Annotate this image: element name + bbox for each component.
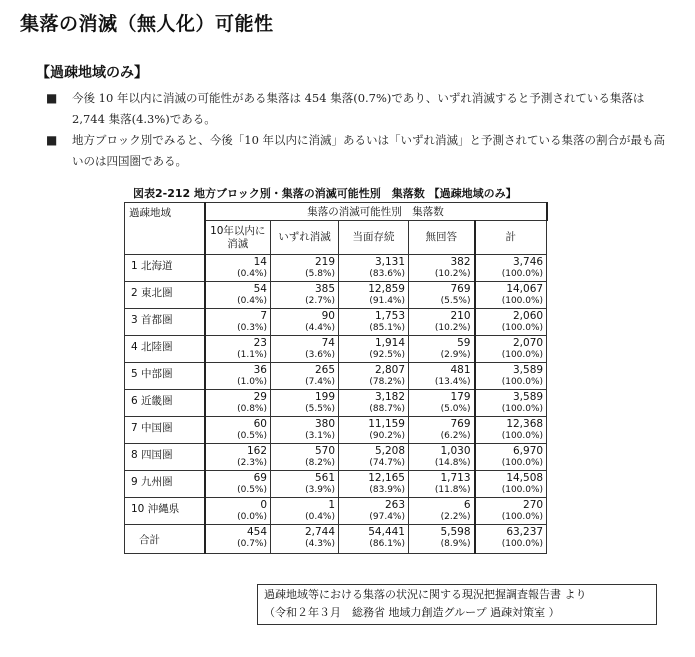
count-value: 74 — [321, 337, 335, 349]
value-cell — [475, 282, 547, 309]
group-header: 集落の消滅可能性別 集落数 — [205, 203, 547, 221]
value-cell — [339, 525, 409, 554]
value-cell — [271, 255, 339, 282]
table-row — [125, 309, 547, 336]
region-cell: 9 九州圏 — [125, 471, 205, 498]
total-row — [125, 525, 547, 554]
value-cell — [205, 444, 271, 471]
percent-value: (3.1%) — [305, 431, 335, 441]
percent-value: (4.3%) — [305, 539, 335, 549]
value-cell — [409, 282, 475, 309]
percent-value: (97.4%) — [369, 512, 405, 522]
table-row — [125, 336, 547, 363]
table-row — [125, 471, 547, 498]
table-row — [125, 255, 547, 282]
count-value: 1,753 — [374, 310, 405, 322]
percent-value: (2.2%) — [440, 512, 471, 522]
count-value: 385 — [314, 283, 335, 295]
count-value: 54 — [253, 283, 267, 295]
count-value: 570 — [314, 445, 335, 457]
value-cell — [205, 282, 271, 309]
table-row — [125, 390, 547, 417]
region-cell: 3 首都圏 — [125, 309, 205, 336]
percent-value: (91.4%) — [369, 296, 405, 306]
value-cell — [271, 417, 339, 444]
count-value: 6 — [463, 499, 471, 511]
value-cell — [475, 255, 547, 282]
value-cell — [339, 390, 409, 417]
count-value: 69 — [253, 472, 267, 484]
count-value: 561 — [314, 472, 335, 484]
count-value: 54,441 — [368, 526, 405, 538]
value-cell — [271, 309, 339, 336]
count-value: 12,368 — [506, 418, 544, 430]
region-cell: 合計 — [125, 525, 205, 554]
value-cell — [409, 444, 475, 471]
value-cell — [475, 309, 547, 336]
value-cell — [409, 471, 475, 498]
value-cell — [339, 471, 409, 498]
count-value: 29 — [253, 391, 267, 403]
percent-value: (6.2%) — [440, 431, 471, 441]
percent-value: (85.1%) — [369, 323, 405, 333]
count-value: 1 — [328, 499, 335, 511]
percent-value: (3.6%) — [305, 350, 335, 360]
value-cell — [475, 525, 547, 554]
percent-value: (13.4%) — [434, 377, 471, 387]
square-bullet-icon: ■ — [46, 91, 58, 105]
column-header: 計 — [475, 221, 547, 255]
region-cell: 6 近畿圏 — [125, 390, 205, 417]
value-cell — [205, 255, 271, 282]
column-header: 無回答 — [409, 221, 475, 255]
count-value: 0 — [260, 499, 267, 511]
percent-value: (0.0%) — [237, 512, 267, 522]
percent-value: (5.5%) — [440, 296, 471, 306]
percent-value: (78.2%) — [369, 377, 405, 387]
percent-value: (7.4%) — [305, 377, 335, 387]
count-value: 2,070 — [513, 337, 544, 349]
value-cell — [205, 417, 271, 444]
source-note — [257, 584, 657, 625]
count-value: 270 — [523, 499, 544, 511]
table-row — [125, 498, 547, 525]
percent-value: (100.0%) — [501, 350, 544, 360]
value-cell — [205, 471, 271, 498]
count-value: 36 — [253, 364, 267, 376]
count-value: 5,208 — [374, 445, 405, 457]
value-cell — [409, 309, 475, 336]
count-value: 12,165 — [368, 472, 405, 484]
section-subhead: 【過疎地域のみ】 — [36, 65, 148, 81]
value-cell — [205, 498, 271, 525]
region-header: 過疎地域 — [125, 203, 205, 255]
percent-value: (100.0%) — [501, 296, 544, 306]
value-cell — [409, 255, 475, 282]
value-cell — [205, 525, 271, 554]
count-value: 769 — [450, 283, 471, 295]
value-cell — [339, 363, 409, 390]
source-line: 過疎地域等における集落の状況に関する現況把握調査報告書 より — [264, 588, 587, 601]
page-title: 集落の消滅（無人化）可能性 — [20, 13, 274, 35]
region-cell: 8 四国圏 — [125, 444, 205, 471]
count-value: 3,746 — [513, 256, 544, 268]
value-cell — [409, 525, 475, 554]
percent-value: (92.5%) — [369, 350, 405, 360]
value-cell — [475, 417, 547, 444]
percent-value: (0.7%) — [237, 539, 267, 549]
value-cell — [409, 336, 475, 363]
percent-value: (100.0%) — [501, 377, 544, 387]
value-cell — [271, 525, 339, 554]
count-value: 1,713 — [440, 472, 471, 484]
count-value: 179 — [450, 391, 471, 403]
value-cell — [271, 363, 339, 390]
column-header: 10年以内に消滅 — [205, 221, 271, 255]
value-cell — [475, 471, 547, 498]
count-value: 210 — [450, 310, 471, 322]
table-row — [125, 417, 547, 444]
value-cell — [271, 471, 339, 498]
value-cell — [271, 390, 339, 417]
count-value: 3,589 — [513, 364, 544, 376]
value-cell — [339, 282, 409, 309]
count-value: 2,060 — [513, 310, 544, 322]
count-value: 2,807 — [374, 364, 405, 376]
count-value: 12,859 — [368, 283, 405, 295]
value-cell — [339, 336, 409, 363]
count-value: 2,744 — [304, 526, 335, 538]
count-value: 14,508 — [506, 472, 544, 484]
count-value: 3,131 — [374, 256, 405, 268]
column-header: 当面存続 — [339, 221, 409, 255]
percent-value: (100.0%) — [501, 539, 544, 549]
percent-value: (0.8%) — [237, 404, 267, 414]
count-value: 162 — [246, 445, 267, 457]
count-value: 3,589 — [513, 391, 544, 403]
percent-value: (100.0%) — [501, 458, 544, 468]
value-cell — [339, 309, 409, 336]
count-value: 263 — [384, 499, 405, 511]
square-bullet-icon: ■ — [46, 133, 58, 147]
bullet-text: 地方ブロック別でみると、今後「10 年以内に消滅」あるいは「いずれ消滅」と予測されている集落の割合が最も高いのは四国圏である。 — [72, 133, 666, 168]
value-cell — [271, 336, 339, 363]
percent-value: (5.5%) — [305, 404, 335, 414]
percent-value: (1.1%) — [237, 350, 267, 360]
percent-value: (8.2%) — [305, 458, 335, 468]
value-cell — [475, 444, 547, 471]
bullet-text: 今後 10 年以内に消滅の可能性がある集落は 454 集落(0.7%)であり、いずれ消滅すると予測されている集落は 2,744 集落(4.3%)である。 — [72, 91, 645, 126]
percent-value: (0.4%) — [237, 269, 267, 279]
percent-value: (4.4%) — [305, 323, 335, 333]
region-cell: 7 中国圏 — [125, 417, 205, 444]
value-cell — [409, 498, 475, 525]
percent-value: (90.2%) — [369, 431, 405, 441]
count-value: 60 — [253, 418, 267, 430]
value-cell — [339, 417, 409, 444]
count-value: 11,159 — [368, 418, 405, 430]
count-value: 380 — [314, 418, 335, 430]
percent-value: (74.7%) — [369, 458, 405, 468]
percent-value: (10.2%) — [434, 323, 471, 333]
percent-value: (14.8%) — [434, 458, 471, 468]
value-cell — [205, 336, 271, 363]
percent-value: (1.0%) — [237, 377, 267, 387]
column-header: いずれ消滅 — [271, 221, 339, 255]
percent-value: (83.6%) — [369, 269, 405, 279]
percent-value: (0.5%) — [237, 431, 267, 441]
percent-value: (5.0%) — [440, 404, 471, 414]
value-cell — [409, 363, 475, 390]
percent-value: (3.9%) — [305, 485, 335, 495]
percent-value: (86.1%) — [369, 539, 405, 549]
count-value: 265 — [314, 364, 335, 376]
count-value: 481 — [450, 364, 471, 376]
value-cell — [339, 444, 409, 471]
table-row — [125, 282, 547, 309]
percent-value: (0.4%) — [237, 296, 267, 306]
percent-value: (0.4%) — [305, 512, 335, 522]
percent-value: (100.0%) — [501, 404, 544, 414]
percent-value: (88.7%) — [369, 404, 405, 414]
value-cell — [205, 309, 271, 336]
count-value: 6,970 — [513, 445, 544, 457]
value-cell — [475, 390, 547, 417]
value-cell — [271, 498, 339, 525]
count-value: 199 — [314, 391, 335, 403]
value-cell — [339, 498, 409, 525]
value-cell — [475, 363, 547, 390]
value-cell — [205, 390, 271, 417]
count-value: 454 — [246, 526, 267, 538]
value-cell — [475, 498, 547, 525]
count-value: 219 — [314, 256, 335, 268]
count-value: 3,182 — [374, 391, 405, 403]
percent-value: (100.0%) — [501, 269, 544, 279]
percent-value: (10.2%) — [434, 269, 471, 279]
percent-value: (83.9%) — [369, 485, 405, 495]
count-value: 63,237 — [506, 526, 544, 538]
table-caption: 図表2-212 地方ブロック別・集落の消滅可能性別 集落数 【過疎地域のみ】 — [133, 187, 517, 200]
value-cell — [339, 255, 409, 282]
count-value: 1,914 — [374, 337, 405, 349]
count-value: 90 — [321, 310, 335, 322]
percent-value: (2.3%) — [237, 458, 267, 468]
percent-value: (5.8%) — [305, 269, 335, 279]
settlement-table — [124, 202, 548, 554]
percent-value: (100.0%) — [501, 512, 544, 522]
value-cell — [271, 444, 339, 471]
percent-value: (100.0%) — [501, 323, 544, 333]
percent-value: (2.9%) — [440, 350, 471, 360]
percent-value: (100.0%) — [501, 431, 544, 441]
source-line: （令和２年３月 総務省 地域力創造グループ 過疎対策室 ） — [264, 606, 560, 619]
count-value: 1,030 — [440, 445, 471, 457]
value-cell — [205, 363, 271, 390]
value-cell — [409, 417, 475, 444]
region-cell: 4 北陸圏 — [125, 336, 205, 363]
count-value: 14 — [253, 256, 267, 268]
region-cell: 10 沖縄県 — [125, 498, 205, 525]
count-value: 769 — [450, 418, 471, 430]
region-cell: 5 中部圏 — [125, 363, 205, 390]
count-value: 59 — [457, 337, 471, 349]
value-cell — [409, 390, 475, 417]
table-row — [125, 444, 547, 471]
count-value: 5,598 — [440, 526, 471, 538]
percent-value: (2.7%) — [305, 296, 335, 306]
percent-value: (8.9%) — [440, 539, 471, 549]
region-cell: 2 東北圏 — [125, 282, 205, 309]
percent-value: (11.8%) — [434, 485, 471, 495]
percent-value: (100.0%) — [501, 485, 544, 495]
count-value: 382 — [450, 256, 471, 268]
value-cell — [271, 282, 339, 309]
percent-value: (0.3%) — [237, 323, 267, 333]
count-value: 7 — [260, 310, 267, 322]
value-cell — [475, 336, 547, 363]
count-value: 14,067 — [506, 283, 544, 295]
table-row — [125, 363, 547, 390]
percent-value: (0.5%) — [237, 485, 267, 495]
region-cell: 1 北海道 — [125, 255, 205, 282]
count-value: 23 — [253, 337, 267, 349]
